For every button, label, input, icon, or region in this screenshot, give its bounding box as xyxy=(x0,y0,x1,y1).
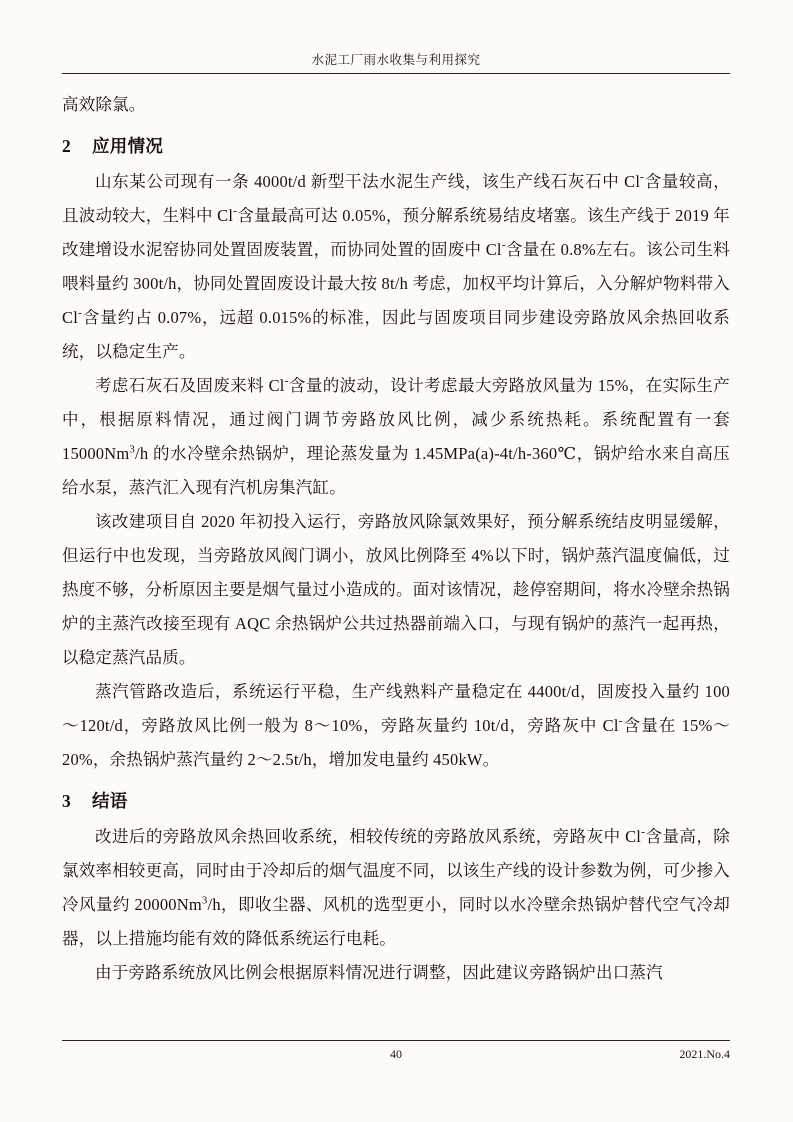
heading-3-title: 结语 xyxy=(92,791,128,811)
paragraph-2-3: 该改建项目自 2020 年初投入运行，旁路放风除氯效果好，预分解系统结皮明显缓解，但运行中也发现，当旁路放风阀门调小，放风比例降至 4%以下时，锅炉蒸汽温度偏低，过热度不够，分析原因主要是烟气量过小造成的。面对该情况，趁停窑期间，将水冷壁余热锅炉的主蒸汽改接至现有 AQC 余热锅炉公共过热器前端入口，与现有锅炉的蒸汽一起再热，以稳定蒸汽品质。 xyxy=(62,512,730,667)
paragraph-3-1: 改进后的旁路放风余热回收系统，相较传统的旁路放风系统，旁路灰中 Cl-含量高，除氯效率相较更高，同时由于冷却后的烟气温度不同，以该生产线的设计参数为例，可少掺入冷风量约 20000Nm$^3$/h，即收尘器、风机的选型更小，同时以水冷壁余热锅炉替代空气冷却器，以上措施均能有效的降低系统运行电耗。 xyxy=(62,824,731,948)
footer-rule xyxy=(62,1040,730,1041)
paragraph-2-1: 山东某公司现有一条 4000t/d 新型干法水泥生产线，该生产线石灰石中 Cl-含量较高，且波动较大，生料中 Cl-含量最高可达 0.05%，预分解系统易结皮堵塞。该生产线于 2019 年改建增设水泥窑协同处置固废装置，而协同处置的固废中 Cl-含量在 0.8%左右。该公司生料喂料量约 300t/h，协同处置固废设计最大按 8t/h 考虑，加权平均计算后，入分解炉物料带入 Cl-含量约占 0.07%，远超 0.015%的标准，因此与固废项目同步建设旁路放风余热回收系统，以稳定生产。 xyxy=(62,169,731,361)
paragraph-2-2: 考虑石灰石及固废来料 Cl-含量的波动，设计考虑最大旁路放风量为 15%，在实际生产中，根据原料情况，通过阀门调节旁路放风比例，减少系统热耗。系统配置有一套 15000Nm$^3$/h 的水冷壁余热锅炉，理论蒸发量为 1.45MPa(a)-4t/h-360℃，锅炉给水来自高压给水泵，蒸汽汇入现有汽机房集汽缸。 xyxy=(62,373,730,497)
page-number: 40 xyxy=(390,1047,402,1061)
page-content xyxy=(62,50,730,990)
issue-label: 2021.No.4 xyxy=(679,1047,730,1061)
paragraph-2-4: 蒸汽管路改造后，系统运行平稳，生产线熟料产量稳定在 4400t/d，固废投入量约 100～120t/d，旁路放风比例一般为 8～10%，旁路灰量约 10t/d，旁路灰中 Cl-含量在 15%～20%，余热锅炉蒸汽量约 2～2.5t/h，增加发电量约 450kW。 xyxy=(62,682,730,769)
carryover-paragraph: 高效除氯。 xyxy=(62,95,146,114)
running-head-rule xyxy=(62,73,730,74)
heading-2-title: 应用情况 xyxy=(92,136,164,156)
paragraph-3-2: 由于旁路系统放风比例会根据原料情况进行调整，因此建议旁路锅炉出口蒸汽 xyxy=(95,963,663,982)
heading-section-2 xyxy=(62,129,730,163)
heading-3-number: 3 xyxy=(62,791,72,811)
heading-2-number: 2 xyxy=(62,136,72,156)
footer-row xyxy=(62,1047,730,1065)
page-footer xyxy=(62,1040,730,1065)
heading-section-3 xyxy=(62,784,730,818)
running-head: 水泥工厂雨水收集与利用探究 xyxy=(311,53,481,67)
